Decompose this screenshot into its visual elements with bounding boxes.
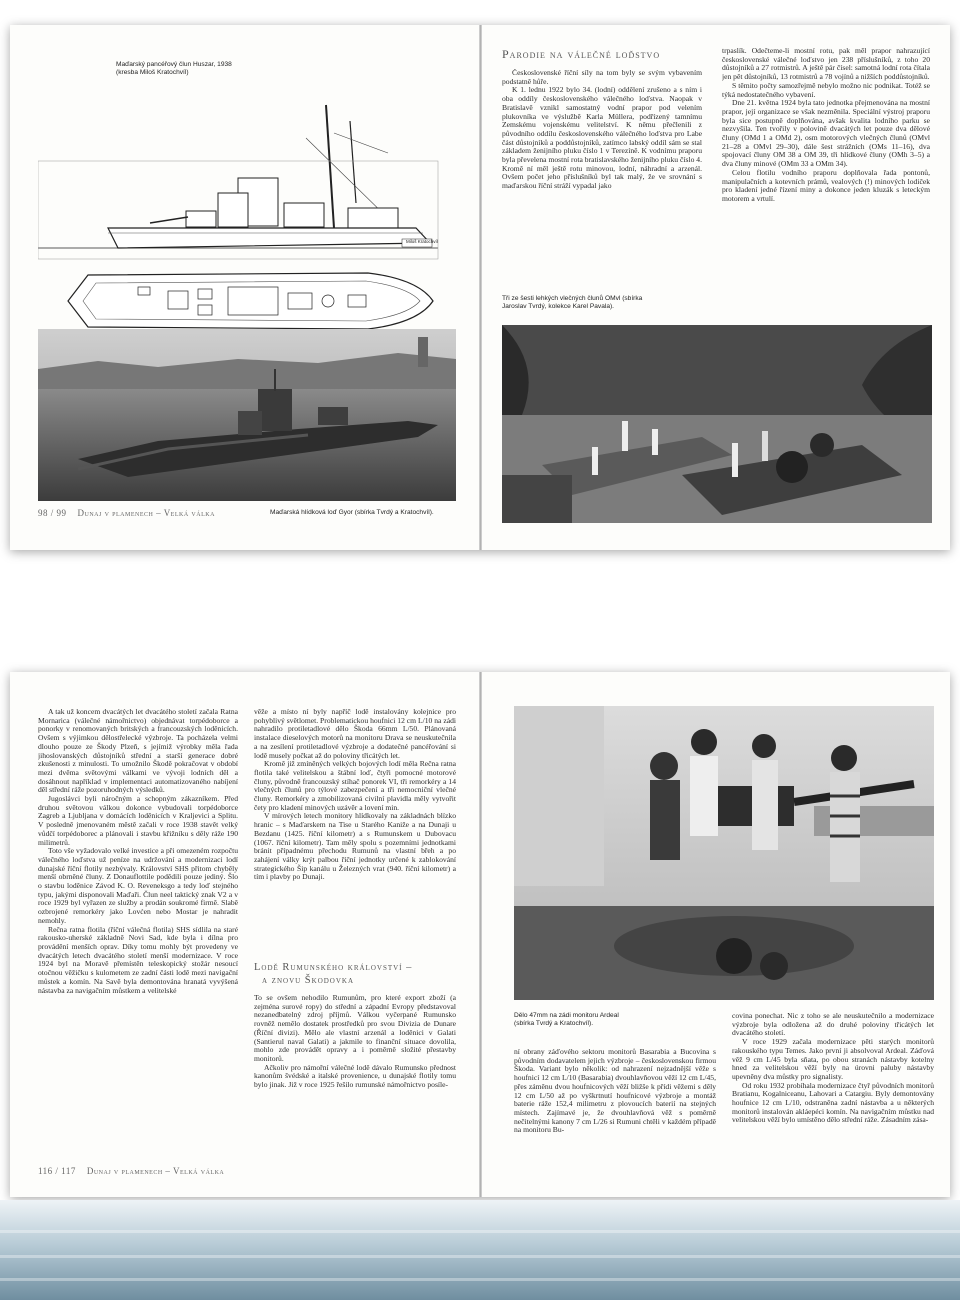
paragraph: Dne 21. května 1924 byla tato jednotka přejmenována na mostní prapor, její organizace se však nezměnila. Speciální výstroj praporu byla sice postupně doplňována, avšak kvalita lodního parku se nezvyšila. Ten tvořily v polovině dvacátých let pouze dva dělové čluny (OMd 1 a OMd 2), osm motorových vlečných člunů (OMvl 21–28 a OMvl 29–30), dále šest strážních (OMs 11–16), dva spojovací čluny OM 38 a OM 39, tři hlídkové čluny (OMh 3–5) a dva čluny minové (OMm 33 a OMm 34).	[722, 98, 930, 169]
top-folio-number: 98 / 99	[38, 508, 67, 518]
patrol-boat-image	[38, 329, 456, 501]
wave-line	[0, 1230, 960, 1233]
paragraph: Toto vše vyžadovalo velké investice a při omezeném rozpočtu válečného loďstva už peníze na udržování a modernizaci lodí dunajské říční flotily nezbývaly. Království SHS přitom chyběly menší obrněné čluny. Z Donauflottile podědili pouze jediný. Šlo o stavbu loděnice Závod K. O. Reveneksgo a tedy loď stejného typu, jakými disponovali Maďaři. Člun neel taktický znak V2 a v roce 1929 byl vyřazen ze služby a prodán soukromé firmě. Slabě ozbrojené remorkéry jako Lovćen nebo Mostar je nahradit nemohly.	[38, 846, 238, 925]
top-right-col2	[722, 47, 930, 319]
sailors-gun-photo	[514, 706, 934, 1000]
paragraph: Československé říční síly na tom byly se svým vybavením podstatně hůře.	[502, 69, 702, 86]
paragraph: S těmito počty samozřejmě nebylo možno nic podnikat. Totéž se týká nedostatečného vybavení.	[722, 80, 930, 99]
paragraph: Celou flotilu vodního praporu doplňovala řada pontonů, manipulačních a kotevních prámů, vealových (!) minových lodiček pro kladení jedné řízení miny a dokonce jeden kluzák s leteckým motorem a vrtulí.	[722, 167, 930, 203]
paragraph: covina ponechat. Nic z toho se ale neuskutečnilo a modernizace výzbroje byla odložena až do druhé poloviny třicátých let dvacátého století.	[732, 1012, 934, 1038]
section-title-line1: Lodě Rumunského království –	[254, 962, 413, 973]
paragraph: Rečna ratna flotila (říční válečná flotila) SHS sídlila na staré rakousko-uherské základně Novi Sad, kde byla i dílna pro provádění menších oprav. Díky tomu mohly být provedeny ve dvacátých letech dvacátého století menší modernizace. V roce 1924 byl na Moravě přemístěn teleskopický stožár nesoucí otočnou věžičku s kulometem ze zadní části lodě mezi navigační můstek a komín. Na Savě byla demontována hranatá vyvýšená nástavba za navigačním můstkem a velitelské	[38, 924, 238, 995]
paragraph: To se ovšem nehodilo Rumunům, pro které export zboží (a zejména surové ropy) do střední a západní Evropy představoval nezanedbatelný zdroj příjmů. Válkou vyčerpané Rumunsko rovněž nemělo dostatek prostředků pro svou Divizia de Dunare (Říční divizi). Mělo ale vlastní arzenál a loděnici v Galati (Santierul naval Galati) a jakmile to finanční situace dovolila, mohlo zde provádět opravy a i poměrně složité přestavby monitorů.	[254, 994, 456, 1063]
paragraph: V mírových letech monitory hlídkovaly na základnách blízko hranic – s Maďarskem na Tise u Starého Kaniže a na Dunaji u Bezdanu (1425. říční kilometr) a s Rumunskem u Dubovacu (1067. říční kilometr). Tam měly spolu s pozemními jednotkami bránit případnému přechodu Rumunů na vlastní břeh a po zahájení války krýt palbou říční jednotky určené k zablokování strategického Šip kanálu u Železných vrat (940. říční kilometr) a tím i plavby po Dunaji.	[254, 811, 456, 882]
paragraph: ní obrany záďového sektoru monitorů Basarabia a Bucovina s původním dodavatelem jejich výzbroje – československou firmou Škoda. Variant bylo několik: od nahrazení nejzadnější věže s houfnicí 12 cm L/10 (Basarabia) dvouhlavňovou věží 12 cm L/45, přes záměnu dvou houfnicových věží bližše k přídi věžemi s děly 12 cm L/50 až po vyškrtnutí houfnicové výzbroje a montáž baterie ráže 152,4 milimetru z plovoucích baterií na stejných místech. Zajímavé je, že dvouhlavňová věž s poměrně nečitelnými kanony 7 cm L/26 si Rumuni chtěli v každém případě na monitoru Bu-	[514, 1048, 716, 1135]
top-gutter	[479, 25, 482, 550]
water-backdrop	[0, 1200, 960, 1300]
paragraph: Od roku 1932 probíhala modernizace čtyř původních monitorů Bratianu, Kogalniceanu, Lahovari a Catargiu. Byly demontovány houfnice 12 cm L/10, odstraněna zadní nástavba a u některých monitorů instalován akláepéci komín. Na navigačním můstku nad velitelskou věží bylo umístěno dělo střední ráže. Zásadním zása-	[732, 1080, 934, 1125]
drawing-caption	[116, 61, 276, 77]
top-spread	[10, 25, 950, 550]
paragraph: A tak už koncem dvacátých let dvacátého století začala Ratna Mornarica (válečné námořnictvo) objednávat torpédoborce a ponorky v renomovaných britských a francouzských loděnicích. Ovšem s výjimkou dělostřelecké výzbroje. Ta pocházela velmi dlouho pouze ze Škody Plzeň, s jejímiž výrobky měla řada jihoslovanských důstojníků střední a starší generace dobré zkušenosti z minulosti. To umožnilo Škodě pokračovat v období mezi dvěma světovými válkami ve vývoji lodních děl a dosáhnout například v implementaci automatizovaného nabíjení děl střední ráže pozoruhodných výsledků.	[38, 708, 238, 795]
paragraph: K 1. lednu 1922 bylo 34. (lodní) oddělení zrušeno a s ním i oba oddíly československého válečného loďstva. Naopak v Bratislavě vznikl samostatný vodní prapor pod velením plukovníka ve výslužbě Karla Müllera, podřízený tamnímu Zemskému vojenskému velitelství. K němu přečlenili z původního oddílu československého válečného loďstva pro Labe část důstojníků a poddůstojníků, zatímco labský oddíl sám se stal základem ženijního pluku číslo 1 v Terezíně. K vodnímu praporu byla převelena mostní rota bratislavského ženijního pluku číslo 4. Kromě ní měl ještě rotu minovou, lodní, náhradní a arzenál. Ovšem počet jeho příslušníků byl tak malý, že ve srovnání s maďarskou říční stráží vypadal jako	[502, 85, 702, 191]
section-title-parody: Parodie na válečné loďstvo	[502, 47, 661, 61]
bottom-right-col2	[732, 1012, 934, 1166]
bottom-left-col2	[254, 708, 456, 950]
wave-line	[0, 1278, 960, 1281]
top-folio	[38, 508, 215, 518]
section-title-line2: a znovu Škodovka	[262, 974, 355, 986]
tow-boats-image	[502, 325, 932, 523]
section-title-romania	[254, 962, 412, 987]
tow-boats-caption: Tři ze šesti lehkých vlečných člunů OMvl (sbírka Jaroslav Tvrdý, kolekce Karel Pavala).	[502, 295, 643, 310]
paragraph: Jugoslávci byli náročným a schopným zákazníkem. Před druhou světovou válkou dokonce vybudovali torpédoborce Zagreb a Ljubljana v domácích loděnicích v Kraljevici a Splitu. V posledně jmenovaném městě začali v roce 1938 stavět velký vůdčí torpédoborec a plánovali i stavbu křižníku s děly ráže 190 milimetrů.	[38, 794, 238, 847]
drawing-caption-line1: Maďarský pancéřový člun Huszar, 1938	[116, 61, 232, 68]
bottom-right-col1	[514, 1048, 716, 1166]
drawing-signature: Miloš Kratochvíl	[406, 239, 438, 244]
bottom-gutter	[479, 672, 482, 1197]
bottom-spread	[10, 672, 950, 1197]
paragraph: trpaslík. Odečteme-li mostní rotu, pak měl prapor nahrazující československé válečné loďstvo jen 238 příslušníků, z toho 20 důstojníků a 27 rotmistrů. A ještě pár čísel: samotná lodní rota čítala jen pět důstojníků, 13 rotmistrů a 78 vojínů a nižších poddůstojníků.	[722, 47, 930, 82]
wave-line	[0, 1255, 960, 1258]
bottom-left-col1	[38, 708, 238, 1156]
paragraph: V roce 1929 začala modernizace pěti starých monitorů rakouského typu Temes. Jako první ji absolvoval Ardeal. Záďová věž 9 cm L/45 byla sňata, po obou stranách nástavby kotelny hned za velitelskou věží byly na úrovni paluby nástavby upevněny dva můstky pro signalisty.	[732, 1037, 934, 1081]
paragraph: Kromě již zmíněných velkých bojových lodí měla Rečna ratna flotila také velitelskou a štábní loď, čtyři pomocné motorové čluny, původně francouzský stíhač ponorek VI, tři remorkéry a 14 vlečných člunů pro týlové zabezpečení a tři nemocniční vlečné čluny. Remorkéry a zmobilizovaná civilní plavidla měly vytvořit čety pro kladení minových uzávěr a lovení min.	[254, 759, 456, 812]
bottom-folio	[38, 1166, 224, 1176]
patrol-boat-caption: Maďarská hlídková loď Gyor (sbírka Tvrdý a Kratochvíl).	[270, 509, 434, 516]
sailors-gun-image	[514, 706, 934, 1000]
monitor-drawing	[38, 43, 458, 343]
top-folio-title: Dunaj v plamenech – Velká válka	[77, 508, 215, 518]
top-right-col1	[502, 69, 702, 265]
monitor-side-and-top-view	[38, 43, 458, 343]
drawing-caption-line2: (kresba Miloš Kratochvíl)	[116, 69, 189, 76]
paragraph: věže a místo ní byly napříč lodě instalovány kolejnice pro pohyblivý světlomet. Problematickou houfnici 12 cm L/10 na zádi nahradilo protiletadlové dělo Škoda 66mm L/50. Plánovaná instalace dieselových motorů na monitoru Drava se neuskutečnila a na zesílení protiletadlové výzbroje a dodatečné pancéřování si lodě musely počkat až do poloviny třicátých let.	[254, 708, 456, 760]
bottom-folio-number: 116 / 117	[38, 1166, 76, 1176]
bottom-left-col2b	[254, 994, 456, 1164]
patrol-boat-photo	[38, 329, 456, 501]
sailors-gun-caption: Dělo 47mm na zádi monitoru Ardeal (sbírka Tvrdý a Kratochvíl).	[514, 1012, 619, 1027]
paragraph: Ačkoliv pro námořní válečné lodě dávalo Rumunsko přednost kanonům švédské a italské provenience, u dunajské flotily tomu bylo jinak. Již v roce 1925 řešilo rumunské námořnictvo posíle-	[254, 1062, 456, 1090]
tow-boats-photo	[502, 325, 932, 523]
bottom-folio-title: Dunaj v plamenech – Velká válka	[86, 1166, 225, 1176]
